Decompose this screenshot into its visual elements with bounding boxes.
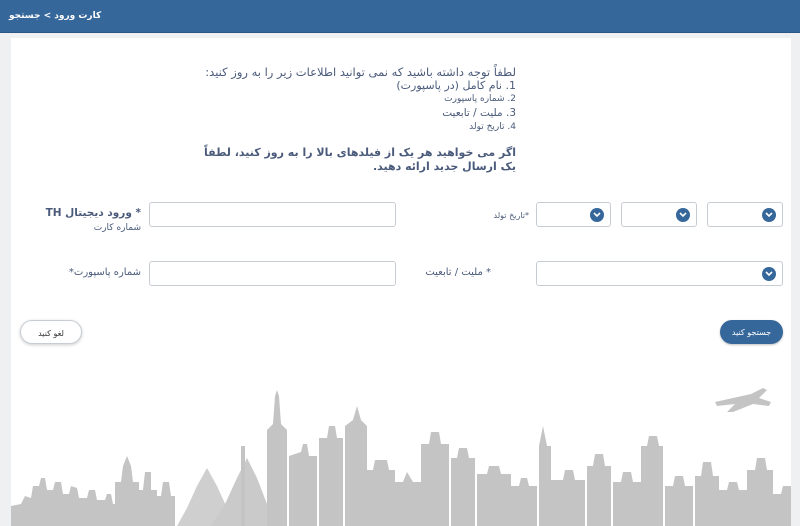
cancel-button[interactable]: لغو کنید bbox=[20, 320, 82, 344]
search-card bbox=[11, 38, 791, 526]
notice-warning: اگر می خواهید هر یک از فیلدهای بالا را به روز کنید، لطفاً یک ارسال جدید ارائه دهید. bbox=[204, 146, 516, 173]
card-number-input[interactable] bbox=[149, 202, 396, 227]
card-number-sublabel: شماره کارت bbox=[93, 223, 141, 233]
notice-item-nationality: 3. ملیت / تابعیت bbox=[442, 107, 516, 119]
nationality-select[interactable] bbox=[536, 261, 783, 286]
notice-box bbox=[196, 65, 516, 174]
city-skyline-illustration bbox=[11, 386, 791, 526]
passport-input[interactable] bbox=[149, 261, 396, 286]
search-button[interactable]: جستجو کنید bbox=[720, 320, 783, 344]
dob-year-select[interactable] bbox=[536, 202, 611, 227]
dob-label: *تاریخ تولد bbox=[493, 211, 529, 220]
breadcrumb: کارت ورود > جستجو bbox=[9, 11, 102, 21]
chevron-down-icon bbox=[676, 208, 690, 222]
passport-label: شماره پاسپورت* bbox=[68, 267, 141, 278]
notice-item-dob: 4. تاریخ تولد bbox=[469, 122, 516, 132]
card-number-label: * ورود دیجیتال TH bbox=[45, 207, 141, 219]
dob-day-select[interactable] bbox=[707, 202, 783, 227]
chevron-down-icon bbox=[762, 267, 776, 281]
chevron-down-icon bbox=[590, 208, 604, 222]
chevron-down-icon bbox=[762, 208, 776, 222]
nationality-label: * ملیت / تابعیت bbox=[425, 267, 491, 278]
top-bar bbox=[0, 0, 800, 33]
dob-month-select[interactable] bbox=[621, 202, 697, 227]
notice-intro: لطفاً توجه داشته باشید که نمی توانید اطلاعات زیر را به روز کنید: bbox=[205, 65, 516, 79]
notice-item-passport: 2. شماره پاسپورت bbox=[444, 94, 516, 104]
notice-item-fullname: 1. نام کامل (در پاسپورت) bbox=[396, 79, 516, 92]
